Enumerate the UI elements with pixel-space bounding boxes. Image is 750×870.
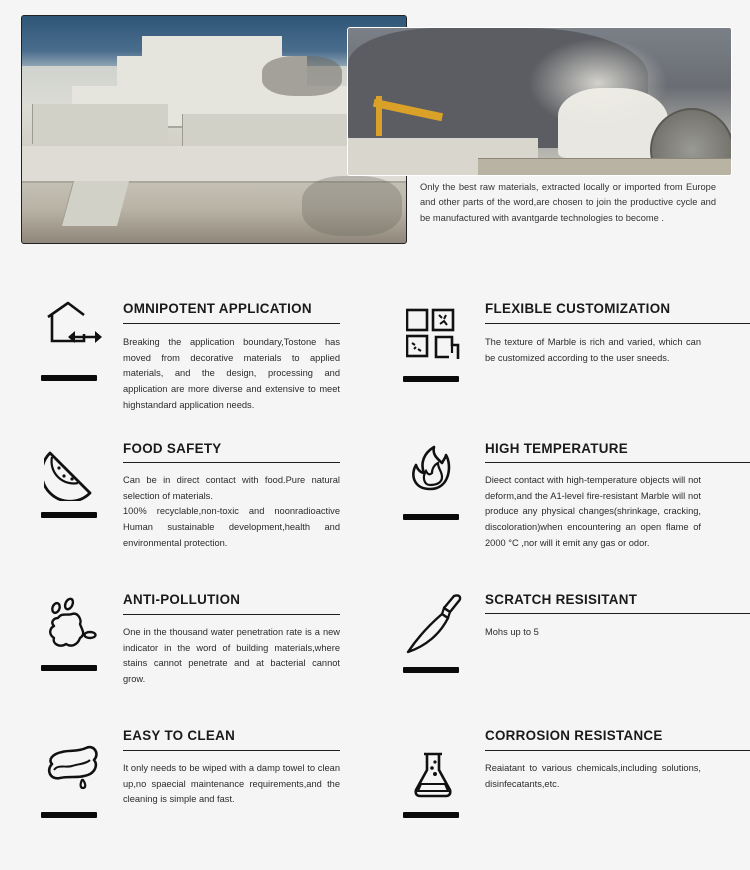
feature-description: Mohs up to 5 <box>485 627 539 637</box>
rock <box>262 56 342 96</box>
feature-title: EASY TO CLEAN <box>123 728 236 743</box>
icon-underline-bar <box>41 812 97 818</box>
description-line: 100% recyclable,non-toxic and noonradioactive Human sustainable development,health and environmental protection. <box>123 506 340 548</box>
feature-title: CORROSION RESISTANCE <box>485 728 663 743</box>
description-line: Can be in direct contact with food.Pure natural selection of materials. <box>123 475 340 501</box>
title-divider <box>123 750 340 751</box>
hero-caption: Only the best raw materials, extracted locally or imported from Europe and other parts of the word,are chosen to join the productive cycle and be manufactured with avantgarde technologies to become . <box>420 182 716 223</box>
feature-title: HIGH TEMPERATURE <box>485 441 628 456</box>
feature-description: One in the thousand water penetration rate is a new indicator in the word of building materials,where stains cannot penetrate and at bacterial cannot grow. <box>123 627 340 685</box>
dust-cloud <box>528 38 668 128</box>
feature-title: FLEXIBLE CUSTOMIZATION <box>485 301 671 316</box>
wall <box>61 181 129 226</box>
watermelon-slice-icon <box>41 441 99 511</box>
icon-underline-bar <box>403 812 459 818</box>
feature-description: Reaiatant to various chemicals,including solutions, disinfecatants,etc. <box>485 763 701 789</box>
rock <box>302 176 402 236</box>
tiles-customize-icon <box>403 301 461 371</box>
title-divider <box>123 323 340 324</box>
icon-underline-bar <box>403 376 459 382</box>
icon-underline-bar <box>403 514 459 520</box>
feature-description: Dieect contact with high-temperature objects will not deform,and the A1-level fire-resistant Marble will not produce any physical changes(shrinkage, cracking, discoloration)when encountering an open flame of 2000 °C ,nor will it emit any gas or odor. <box>485 475 701 548</box>
sponge-drop-icon <box>41 728 99 798</box>
feature-title: FOOD SAFETY <box>123 441 222 456</box>
feature-title: SCRATCH RESISITANT <box>485 592 638 607</box>
icon-underline-bar <box>41 375 97 381</box>
feature-title: OMNIPOTENT APPLICATION <box>123 301 312 316</box>
icon-underline-bar <box>403 667 459 673</box>
house-arrows-icon <box>41 301 99 371</box>
flask-icon <box>403 728 461 798</box>
wall <box>32 104 168 144</box>
title-divider <box>123 462 340 463</box>
knife-icon <box>403 592 461 662</box>
stain-splash-icon <box>41 592 99 662</box>
feature-description: It only needs to be wiped with a damp towel to clean up,no spaecial maintenance requirements,and the cleaning is simple and fast. <box>123 763 340 805</box>
feature-description: The texture of Marble is rich and varied, which can be customized according to the user sneeds. <box>485 337 701 363</box>
title-divider <box>485 750 750 751</box>
title-divider <box>485 613 750 614</box>
icon-underline-bar <box>41 665 97 671</box>
flame-icon <box>403 441 461 511</box>
feature-description <box>123 473 340 552</box>
feature-description: Breaking the application boundary,Tostone has moved from decorative materials to applied materials, and the design, processing and application are more diverse and extensive to meet highstandard application needs. <box>123 337 340 410</box>
title-divider <box>123 614 340 615</box>
feature-title: ANTI-POLLUTION <box>123 592 241 607</box>
title-divider <box>485 323 750 324</box>
quarry-inset-photo <box>347 27 732 176</box>
excavator <box>376 96 382 136</box>
title-divider <box>485 462 750 463</box>
rail <box>478 158 731 176</box>
icon-underline-bar <box>41 512 97 518</box>
